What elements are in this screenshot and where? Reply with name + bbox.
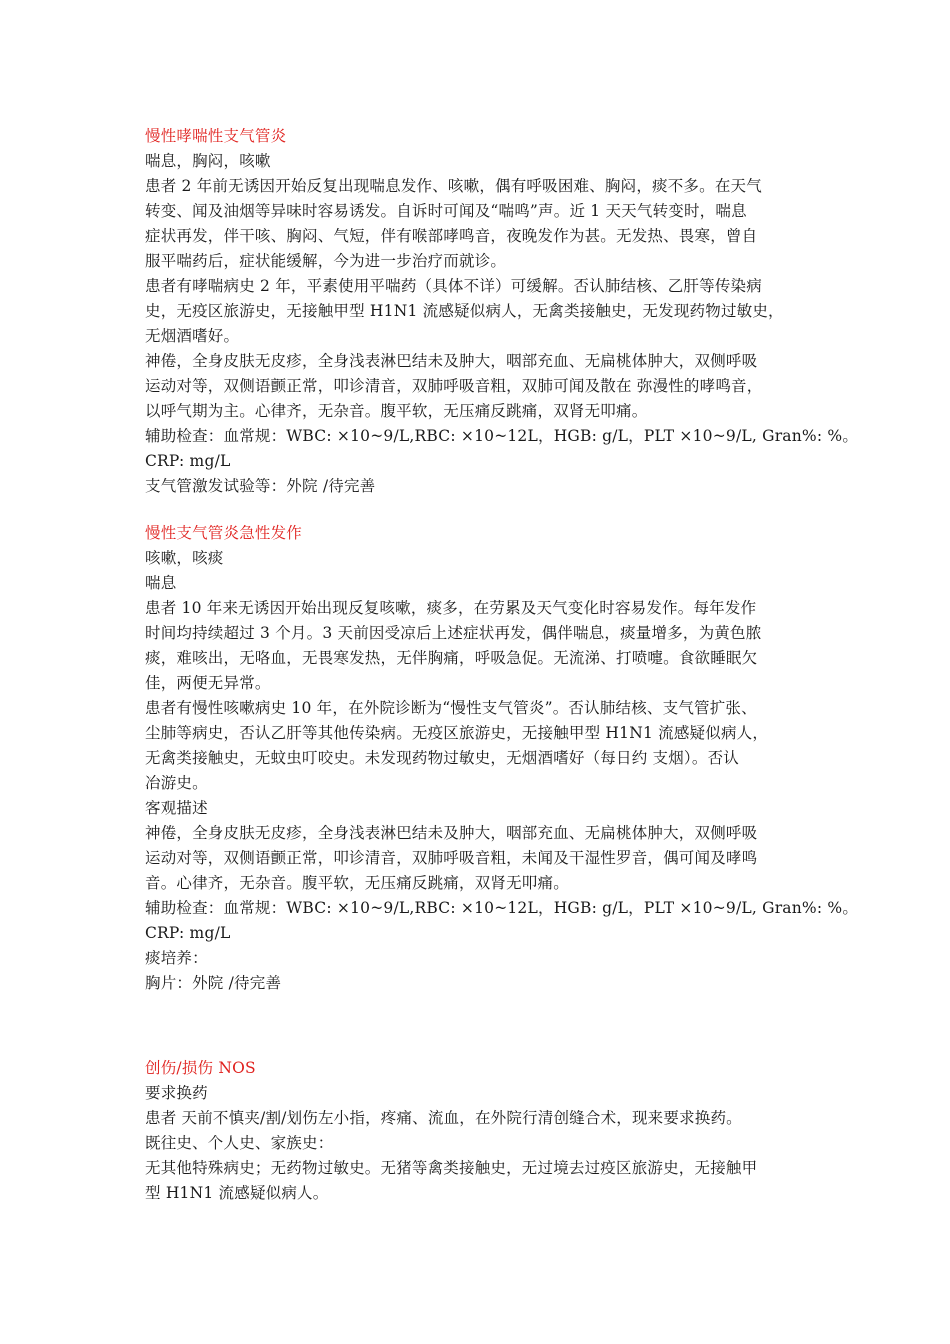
text-line: 时间均持续超过 3 个月。3 天前因受凉后上述症状再发，偶伴喘息，痰量增多，为黄色脓 [145,624,762,642]
document-page [145,124,859,1206]
text-line: 神倦，全身皮肤无皮疹，全身浅表淋巴结未及肿大，咽部充血、无扁桃体肿大，双侧呼吸 [145,352,758,370]
text-line: 患者 10 年来无诱因开始出现反复咳嗽，痰多，在劳累及天气变化时容易发作。每年发作 [145,599,757,617]
section-chronic-bronchitis-acute [145,521,859,996]
text-line: 痰，难咳出，无咯血，无畏寒发热，无伴胸痛，呼吸急促。无流涕、打喷嚏。食欲睡眠欠 [145,649,758,667]
text-line: 无其他特殊病史；无药物过敏史。无猪等禽类接触史，无过境去过疫区旅游史，无接触甲 [145,1159,758,1177]
text-line: 患者有哮喘病史 2 年，平素使用平喘药（具体不详）可缓解。否认肺结核、乙肝等传染病 [145,277,762,295]
lab-results-line: 辅助检查：血常规：WBC: ×10~9/L,RBC: ×10~12L，HGB: g/L，PLT ×10~9/L, Gran%: %。 [145,899,859,917]
section-title: 创伤/损伤 NOS [145,1059,256,1077]
text-line: 患者 天前不慎夹/割/划伤左小指，疼痛、流血，在外院行清创缝合术，现来要求换药。 [145,1109,742,1127]
text-line: 既往史、个人史、家族史： [145,1134,334,1152]
text-line: 患者有慢性咳嗽病史 10 年，在外院诊断为“慢性支气管炎”。否认肺结核、支气管扩张、 [145,699,757,717]
section-title: 慢性哮喘性支气管炎 [145,127,287,145]
spacer [145,499,825,521]
text-line: 胸片：外院 /待完善 [145,974,282,992]
text-line: 冶游史。 [145,774,208,792]
text-line: 神倦，全身皮肤无皮疹，全身浅表淋巴结未及肿大，咽部充血、无扁桃体肿大，双侧呼吸 [145,824,758,842]
text-line: 喘息，胸闷，咳嗽 [145,152,271,170]
text-line: 以呼气期为主。心律齐，无杂音。腹平软，无压痛反跳痛，双肾无叩痛。 [145,402,648,420]
spacer [145,996,825,1056]
text-line: 咳嗽，咳痰 [145,549,224,567]
text-line: 无烟酒嗜好。 [145,327,240,345]
text-line: 症状再发，伴干咳、胸闷、气短，伴有喉部哮鸣音，夜晚发作为甚。无发热、畏寒，曾自 [145,227,758,245]
text-line: 运动对等，双侧语颤正常，叩诊清音，双肺呼吸音粗，双肺可闻及散在 弥漫性的哮鸣音， [145,377,763,395]
text-line: 尘肺等病史，否认乙肝等其他传染病。无疫区旅游史，无接触甲型 H1N1 流感疑似病人， [145,724,769,742]
text-line: 史，无疫区旅游史，无接触甲型 H1N1 流感疑似病人，无禽类接触史，无发现药物过敏史， [145,302,784,320]
lab-results-line: 辅助检查：血常规：WBC: ×10~9/L,RBC: ×10~12L，HGB: g/L，PLT ×10~9/L, Gran%: %。 [145,427,859,445]
text-line: 痰培养： [145,949,208,967]
text-line: 支气管激发试验等：外院 /待完善 [145,477,376,495]
crp-line: CRP: mg/L [145,924,231,942]
text-line: 喘息 [145,574,177,592]
crp-line: CRP: mg/L [145,452,231,470]
text-line: 无禽类接触史，无蚊虫叮咬史。未发现药物过敏史，无烟酒嗜好（每日约 支烟）。否认 [145,749,739,767]
section-trauma-injury [145,1056,825,1206]
text-line: 要求换药 [145,1084,208,1102]
text-line: 运动对等，双侧语颤正常，叩诊清音，双肺呼吸音粗，未闻及干湿性罗音，偶可闻及哮鸣 [145,849,758,867]
text-line: 音。心律齐，无杂音。腹平软，无压痛反跳痛，双肾无叩痛。 [145,874,569,892]
text-line: 服平喘药后，症状能缓解，今为进一步治疗而就诊。 [145,252,507,270]
section-chronic-asthmatic-bronchitis [145,124,859,499]
section-title: 慢性支气管炎急性发作 [145,524,303,542]
text-line: 型 H1N1 流感疑似病人。 [145,1184,329,1202]
text-line: 转变、闻及油烟等异味时容易诱发。自诉时可闻及“喘鸣”声。近 1 天天气转变时，喘息 [145,202,747,220]
text-line: 患者 2 年前无诱因开始反复出现喘息发作、咳嗽，偶有呼吸困难、胸闷，痰不多。在天气 [145,177,762,195]
text-line: 客观描述 [145,799,208,817]
text-line: 佳，两便无异常。 [145,674,271,692]
